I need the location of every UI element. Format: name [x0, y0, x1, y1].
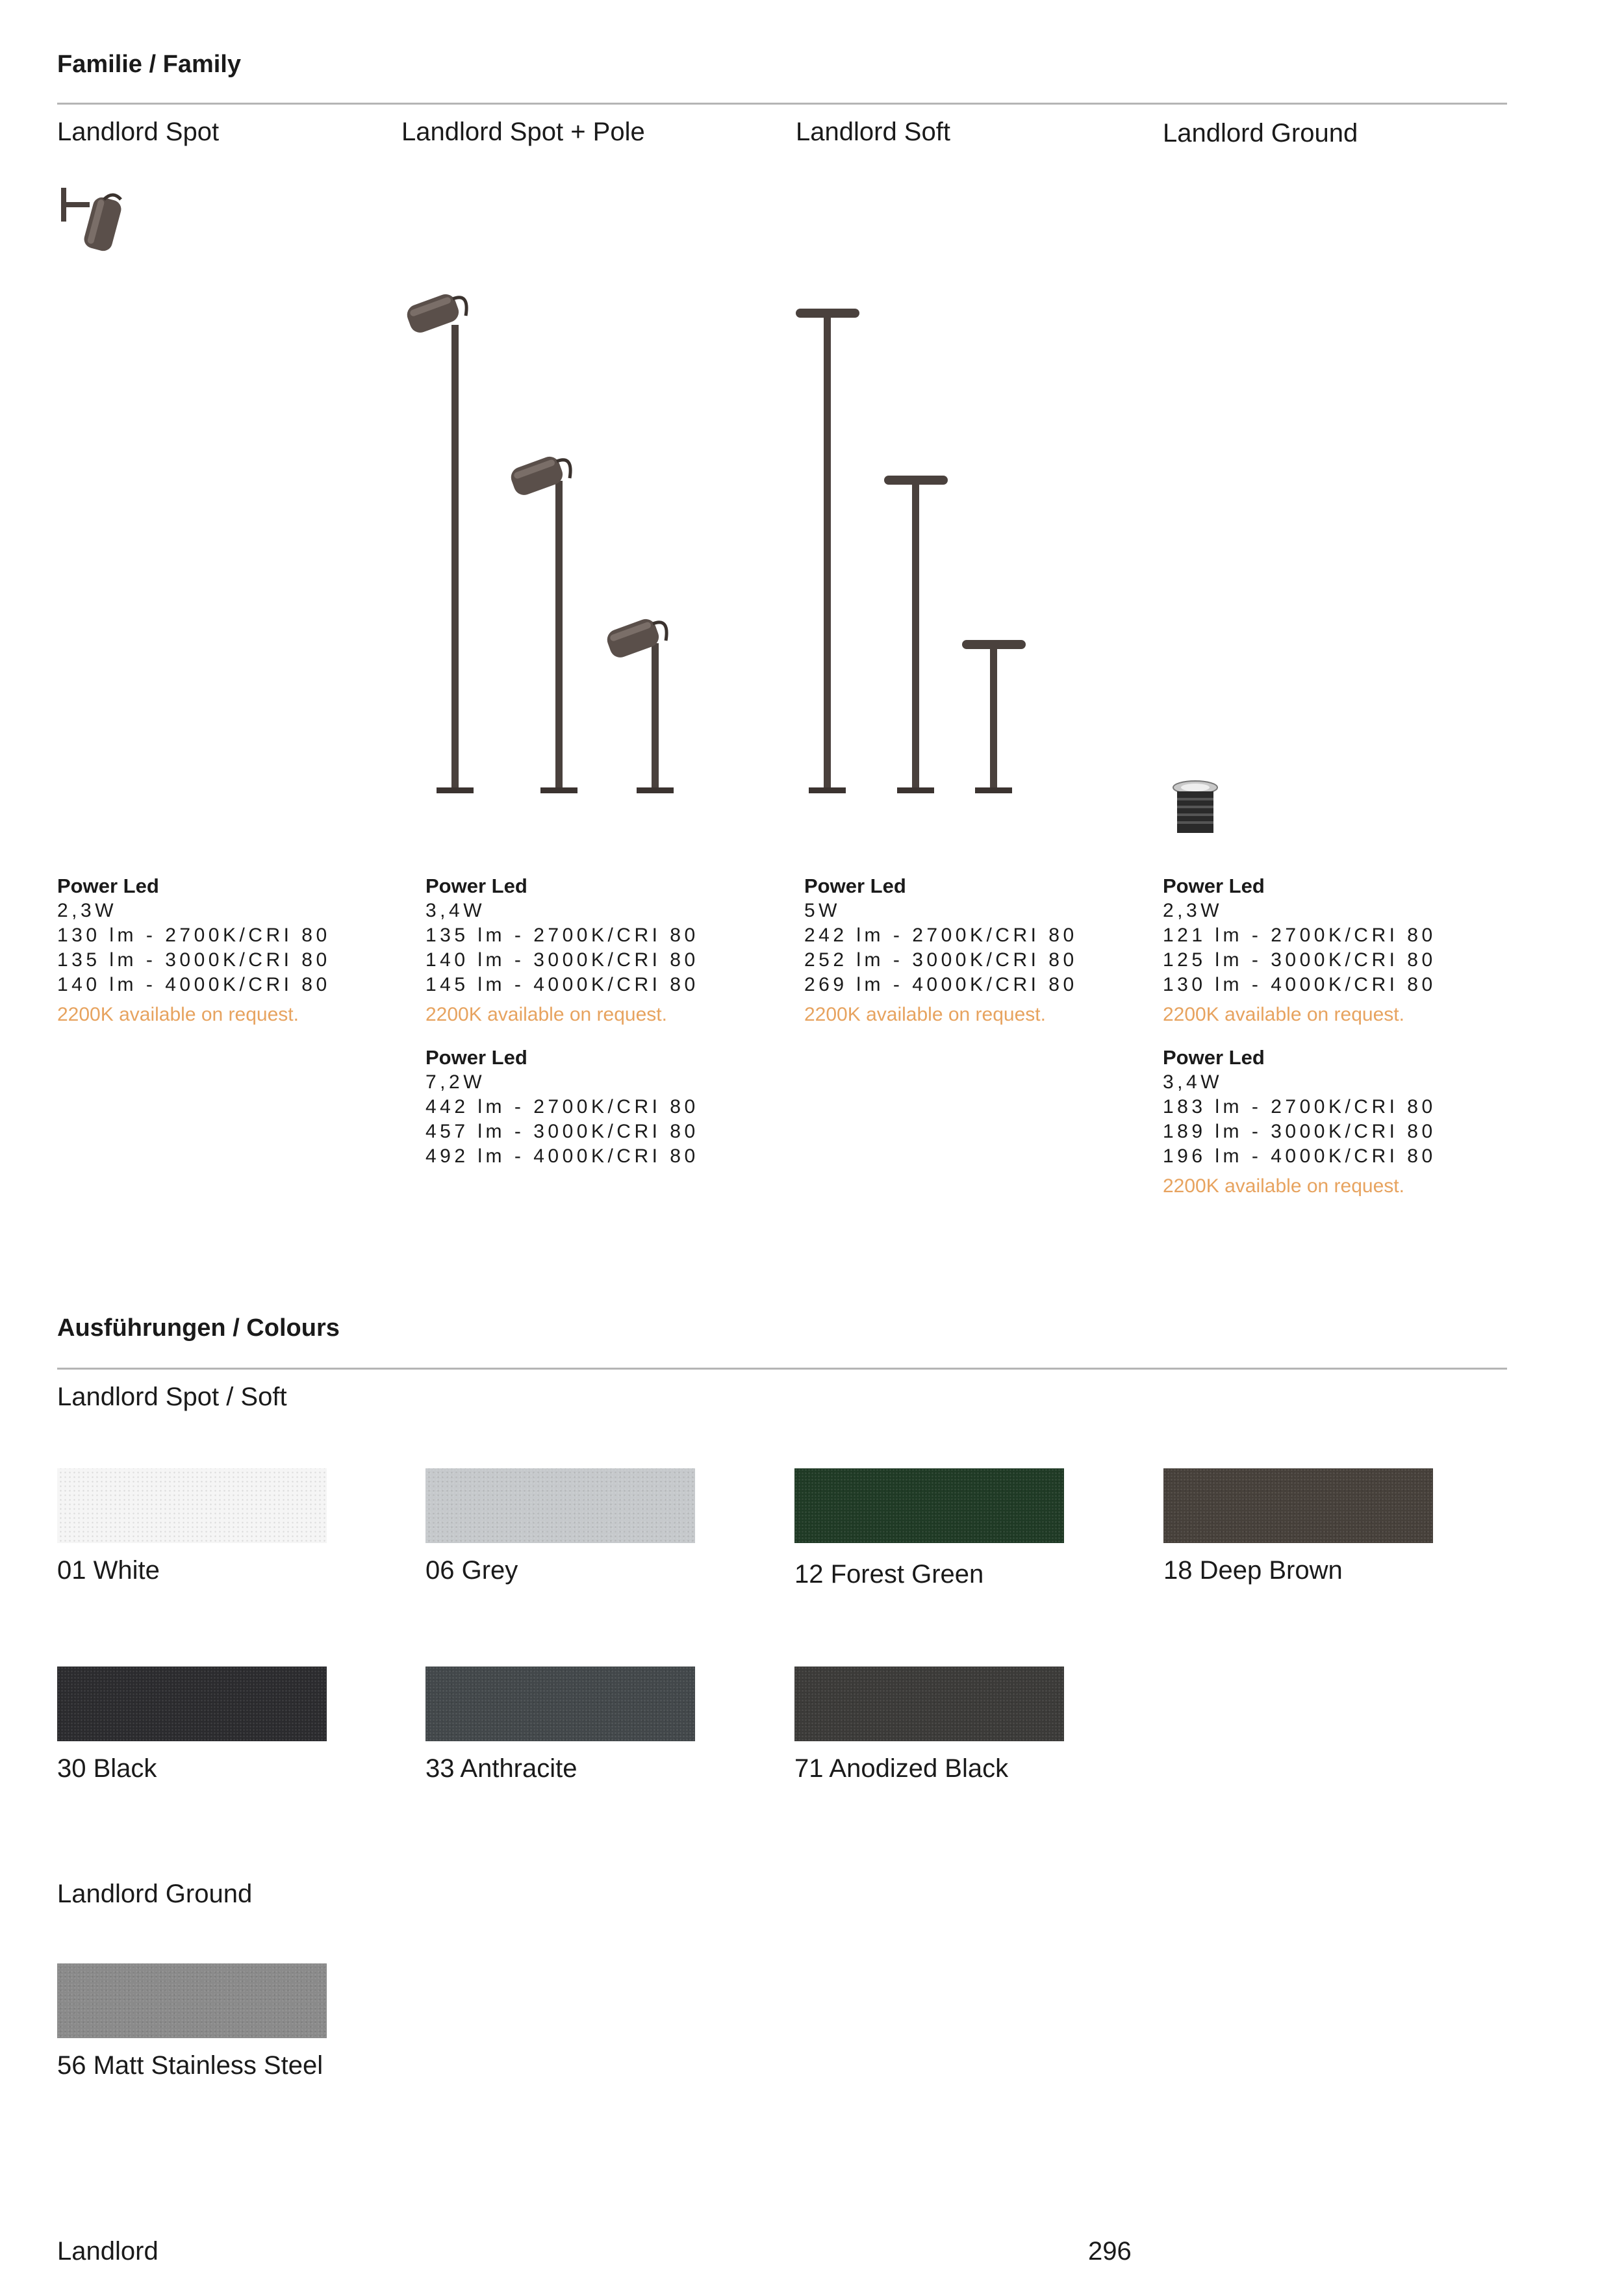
- spec-heading: Power Led: [1163, 875, 1265, 897]
- spec-line: 135 lm - 3000K/CRI 80: [57, 949, 331, 971]
- family-divider: [57, 103, 1507, 105]
- colour-swatch-item: [794, 1667, 1067, 1782]
- spec-group: [1163, 1045, 1488, 1199]
- colour-label: 18 Deep Brown: [1163, 1556, 1343, 1585]
- inground-lamp-icon: [1169, 780, 1221, 838]
- spec-group: [425, 874, 750, 1027]
- spec-line: 7,2W: [425, 1071, 486, 1093]
- colour-swatch: [57, 1963, 327, 2038]
- colours-ground-heading: Landlord Ground: [57, 1880, 253, 1908]
- spec-line: 140 lm - 3000K/CRI 80: [425, 949, 699, 971]
- colour-swatch-item: [794, 1468, 1067, 1587]
- spec-line: 3,4W: [425, 900, 486, 921]
- spec-heading: Power Led: [57, 875, 159, 897]
- spec-group: [804, 874, 1129, 1027]
- product-name-spot-pole: Landlord Spot + Pole: [401, 118, 645, 146]
- spec-line: 252 lm - 3000K/CRI 80: [804, 949, 1078, 971]
- wall-spot-lamp-icon: [58, 185, 136, 263]
- spec-line: 457 lm - 3000K/CRI 80: [425, 1121, 699, 1142]
- spec-note: 2200K available on request.: [1163, 1175, 1404, 1197]
- colours-divider: [57, 1368, 1507, 1370]
- spec-note: 2200K available on request.: [804, 1004, 1046, 1025]
- spec-line: 196 lm - 4000K/CRI 80: [1163, 1145, 1436, 1167]
- spec-line: 130 lm - 2700K/CRI 80: [57, 925, 331, 946]
- page-number: 296: [1088, 2237, 1132, 2266]
- colour-swatch-item: [425, 1667, 698, 1782]
- colour-swatch-item: [57, 1963, 330, 2078]
- colour-swatch: [794, 1667, 1064, 1741]
- colour-label: 33 Anthracite: [425, 1754, 577, 1783]
- specs-soft: [804, 874, 1129, 1045]
- spec-line: 242 lm - 2700K/CRI 80: [804, 925, 1078, 946]
- specs-ground: [1163, 874, 1488, 1217]
- spec-heading: Power Led: [804, 875, 906, 897]
- spec-line: 2,3W: [57, 900, 118, 921]
- spec-note: 2200K available on request.: [425, 1004, 667, 1025]
- colour-swatch: [57, 1667, 327, 1741]
- spec-line: 2,3W: [1163, 900, 1223, 921]
- product-name-spot: Landlord Spot: [57, 118, 220, 146]
- bollard-disc-lamps-icon: [789, 305, 1036, 806]
- spec-line: 140 lm - 4000K/CRI 80: [57, 974, 331, 995]
- colour-swatch: [794, 1468, 1064, 1543]
- product-name-soft: Landlord Soft: [796, 118, 950, 146]
- colours-section-title: Ausführungen / Colours: [57, 1314, 340, 1342]
- colour-swatch-item: [57, 1468, 330, 1583]
- pole-spot-lamps-icon: [393, 286, 692, 806]
- colour-label: 06 Grey: [425, 1556, 518, 1585]
- colour-label: 01 White: [57, 1556, 160, 1585]
- spec-note: 2200K available on request.: [1163, 1004, 1404, 1025]
- spec-line: 492 lm - 4000K/CRI 80: [425, 1145, 699, 1167]
- colour-swatch: [425, 1468, 695, 1543]
- spec-line: 3,4W: [1163, 1071, 1223, 1093]
- spec-heading: Power Led: [1163, 1046, 1265, 1069]
- spec-line: 269 lm - 4000K/CRI 80: [804, 974, 1078, 995]
- colour-label: 56 Matt Stainless Steel: [57, 2051, 324, 2080]
- spec-line: 130 lm - 4000K/CRI 80: [1163, 974, 1436, 995]
- colour-swatch: [57, 1468, 327, 1543]
- spec-line: 183 lm - 2700K/CRI 80: [1163, 1096, 1436, 1118]
- product-name-ground: Landlord Ground: [1163, 119, 1358, 147]
- spec-line: 189 lm - 3000K/CRI 80: [1163, 1121, 1436, 1142]
- colour-label: 12 Forest Green: [794, 1560, 984, 1589]
- colours-spot-soft-heading: Landlord Spot / Soft: [57, 1383, 287, 1411]
- spec-line: 145 lm - 4000K/CRI 80: [425, 974, 699, 995]
- specs-spot: [57, 874, 382, 1045]
- spec-heading: Power Led: [425, 1046, 527, 1069]
- colour-swatch-item: [1163, 1468, 1436, 1583]
- colour-swatch-item: [425, 1468, 698, 1583]
- colour-label: 30 Black: [57, 1754, 157, 1783]
- specs-spot-pole: [425, 874, 750, 1187]
- spec-line: 121 lm - 2700K/CRI 80: [1163, 925, 1436, 946]
- spec-line: 442 lm - 2700K/CRI 80: [425, 1096, 699, 1118]
- spec-group: [1163, 874, 1488, 1027]
- spec-note: 2200K available on request.: [57, 1004, 299, 1025]
- spec-line: 135 lm - 2700K/CRI 80: [425, 925, 699, 946]
- colour-swatch: [1163, 1468, 1433, 1543]
- spec-group: [425, 1045, 750, 1169]
- footer-family-name: Landlord: [57, 2237, 159, 2266]
- colour-label: 71 Anodized Black: [794, 1754, 1009, 1783]
- spec-heading: Power Led: [425, 875, 527, 897]
- colour-swatch-item: [57, 1667, 330, 1782]
- spec-line: 5W: [804, 900, 841, 921]
- family-section-title: Familie / Family: [57, 51, 241, 78]
- spec-line: 125 lm - 3000K/CRI 80: [1163, 949, 1436, 971]
- colour-swatch: [425, 1667, 695, 1741]
- spec-group: [57, 874, 382, 1027]
